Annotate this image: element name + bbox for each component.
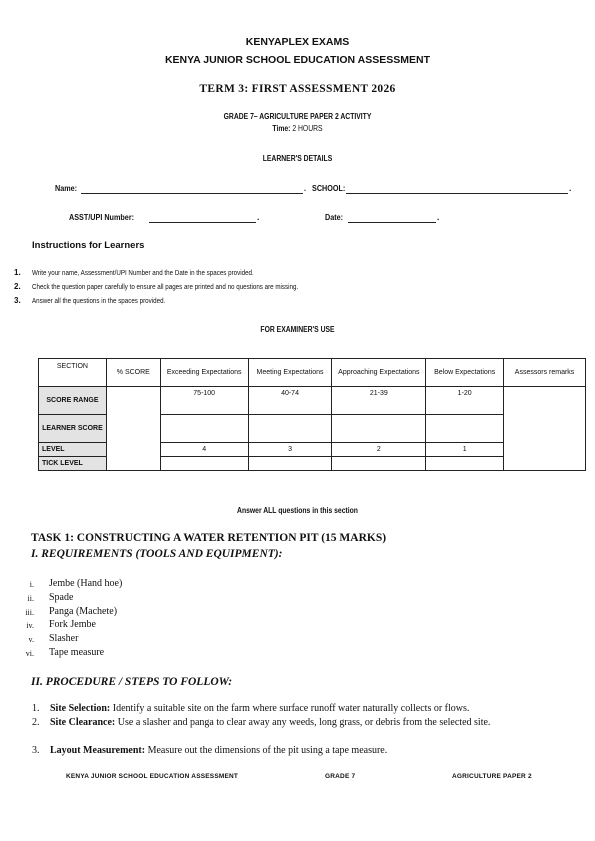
header-approaching: Approaching Expectations xyxy=(332,359,426,387)
instruction-1-num: 1. xyxy=(14,268,21,277)
step-text: Use a slasher and panga to clear away any weeds, long grass, or debris from the selected site. xyxy=(115,717,491,728)
answer-all-note: Answer ALL questions in this section xyxy=(237,506,358,515)
name-label: Name: xyxy=(55,183,78,193)
asst-field[interactable] xyxy=(149,222,256,223)
term-title: TERM 3: FIRST ASSESSMENT 2026 xyxy=(199,83,396,95)
req-item: Spade xyxy=(49,592,74,603)
learner-details-title: LEARNER'S DETAILS xyxy=(262,154,333,163)
tick-exceeding[interactable] xyxy=(160,457,248,471)
instruction-2-text: Check the question paper carefully to ensure all pages are printed and no questions are missing. xyxy=(32,282,299,291)
level-below: 1 xyxy=(426,443,504,457)
school-end-dot: . xyxy=(569,183,572,193)
step-num: 2. xyxy=(32,717,40,728)
req-item: Panga (Machete) xyxy=(49,606,118,617)
time-label: Time: xyxy=(272,124,291,133)
instruction-3-text: Answer all the questions in the spaces provided. xyxy=(32,296,166,305)
req-item: Jembe (Hand hoe) xyxy=(49,578,123,589)
examiner-title: FOR EXAMINER'S USE xyxy=(260,325,335,334)
step-item xyxy=(50,703,580,715)
level-exceeding: 4 xyxy=(160,443,248,457)
instruction-3-num: 3. xyxy=(14,296,21,305)
score-range-approaching: 21-39 xyxy=(332,387,426,415)
footer-left: KENYA JUNIOR SCHOOL EDUCATION ASSESSMENT xyxy=(66,773,239,780)
score-range-exceeding: 75-100 xyxy=(160,387,248,415)
date-label: Date: xyxy=(325,212,344,222)
school-field[interactable] xyxy=(346,193,568,194)
header-remarks: Assessors remarks xyxy=(504,359,586,387)
instruction-2-num: 2. xyxy=(14,282,21,291)
req-item: Fork Jembe xyxy=(49,619,96,630)
instruction-1-text: Write your name, Assessment/UPI Number and the Date in the spaces provided. xyxy=(32,268,254,277)
header-meeting: Meeting Expectations xyxy=(248,359,332,387)
step-heading: Site Selection: xyxy=(50,703,111,714)
tick-below[interactable] xyxy=(426,457,504,471)
score-range-meeting: 40-74 xyxy=(248,387,332,415)
date-end-dot: . xyxy=(437,212,440,222)
assessment-title: KENYA JUNIOR SCHOOL EDUCATION ASSESSMENT xyxy=(164,54,431,66)
school-dot: . xyxy=(304,183,307,193)
table-row xyxy=(39,387,586,415)
learner-score-meeting[interactable] xyxy=(248,415,332,443)
header-score: % SCORE xyxy=(106,359,160,387)
learner-score-below[interactable] xyxy=(426,415,504,443)
step-item xyxy=(50,745,580,757)
header-section: SECTION xyxy=(39,359,107,387)
row-label-tick-level: TICK LEVEL xyxy=(39,457,107,471)
date-field[interactable] xyxy=(348,222,436,223)
step-num: 3. xyxy=(32,745,40,756)
requirements-title: I. REQUIREMENTS (TOOLS AND EQUIPMENT): xyxy=(31,548,283,560)
step-heading: Layout Measurement: xyxy=(50,745,146,756)
asst-end-dot: . xyxy=(257,212,260,222)
org-title: KENYAPLEX EXAMS xyxy=(245,36,350,48)
time-line xyxy=(45,124,551,133)
assessors-remarks-cell[interactable] xyxy=(504,387,586,471)
grade-line: GRADE 7– AGRICULTURE PAPER 2 ACTIVITY xyxy=(223,112,372,121)
school-label: SCHOOL: xyxy=(312,183,346,193)
learner-score-exceeding[interactable] xyxy=(160,415,248,443)
time-value: 2 HOURS xyxy=(292,124,323,133)
req-num: iii. xyxy=(25,608,34,617)
row-label-score-range: SCORE RANGE xyxy=(39,387,107,415)
req-num: ii. xyxy=(27,594,34,603)
name-field[interactable] xyxy=(81,193,303,194)
header-exceeding: Exceeding Expectations xyxy=(160,359,248,387)
score-range-below: 1-20 xyxy=(426,387,504,415)
learner-score-approaching[interactable] xyxy=(332,415,426,443)
step-item xyxy=(50,717,575,729)
req-num: v. xyxy=(28,635,34,644)
procedure-title: II. PROCEDURE / STEPS TO FOLLOW: xyxy=(31,676,233,688)
table-header-row xyxy=(39,359,586,387)
step-num: 1. xyxy=(32,703,40,714)
req-item: Tape measure xyxy=(49,647,105,658)
percent-score-cell[interactable] xyxy=(106,387,160,471)
step-text: Identify a suitable site on the farm where surface runoff water naturally collects or flows. xyxy=(110,703,470,714)
req-item: Slasher xyxy=(49,633,79,644)
footer-right: AGRICULTURE PAPER 2 xyxy=(452,773,532,780)
tick-approaching[interactable] xyxy=(332,457,426,471)
tick-meeting[interactable] xyxy=(248,457,332,471)
level-meeting: 3 xyxy=(248,443,332,457)
req-num: iv. xyxy=(26,621,34,630)
row-label-learner-score: LEARNER SCORE xyxy=(39,415,107,443)
instructions-title: Instructions for Learners xyxy=(32,240,145,251)
row-label-level: LEVEL xyxy=(39,443,107,457)
step-text: Measure out the dimensions of the pit using a tape measure. xyxy=(145,745,388,756)
req-num: i. xyxy=(29,580,34,589)
task-title: TASK 1: CONSTRUCTING A WATER RETENTION PIT (15 MARKS) xyxy=(31,532,387,544)
step-heading: Site Clearance: xyxy=(50,717,116,728)
examiner-table xyxy=(38,358,586,471)
footer-middle: GRADE 7 xyxy=(325,773,356,780)
asst-label: ASST/UPI Number: xyxy=(69,212,135,222)
header-below: Below Expectations xyxy=(426,359,504,387)
req-num: vi. xyxy=(25,649,34,658)
level-approaching: 2 xyxy=(332,443,426,457)
